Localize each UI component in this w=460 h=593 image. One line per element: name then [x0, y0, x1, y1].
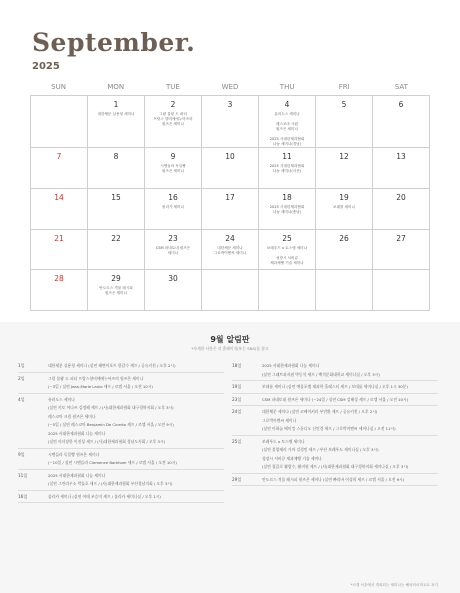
calendar-day-cell[interactable]	[202, 96, 259, 148]
day-number: 19	[339, 192, 349, 202]
day-events: 시엔들라 독일빵 원즈은 세미나	[160, 164, 186, 173]
notice-items	[262, 409, 438, 432]
notice-item-text: (실연 그래트과자점 박동석 셰프 / 백석문화대학교 세미나실 / 오후 3시)	[262, 371, 380, 377]
day-number: 12	[339, 152, 349, 161]
calendar-day-cell[interactable]	[88, 189, 145, 230]
calendar-grid	[30, 95, 430, 311]
weekday-label: SAT	[394, 83, 408, 91]
notice-row	[232, 436, 438, 474]
notice-date: 29일	[232, 476, 242, 482]
day-events: 그림 물왕 드 퍼티 프랑스 향비에에누아즈의 원즈은 세미나	[153, 112, 193, 126]
notice-item-text: 2025 사대한제과협회 나눔 세미나	[262, 363, 320, 368]
calendar-day-cell[interactable]	[31, 230, 88, 271]
notice-item-text: 대한제분 실용형 세미나 (실연 해변이포트 한갑수 셰프 / 공유키친 / 오후 2시)	[48, 363, 176, 368]
notice-item-text: 몰리카 세미나 (실연 어테 조승미 셰프 / 몰리카 세미나실 / 오후 1시)	[48, 493, 161, 499]
day-number: 20	[396, 192, 406, 202]
notice-item-text: (~10일 / 실연 시엔들라 Clemence Barkhom 셰프 / 르앱 서울 / 오전 10시)	[48, 460, 177, 465]
day-number: 2	[170, 100, 176, 109]
day-number: 30	[168, 274, 178, 284]
calendar-day-cell[interactable]	[31, 148, 88, 189]
day-events: 보레푸드 x 토스엠 세미나 성장시 서비큐 제과제빵 기술 세미나	[266, 245, 308, 265]
notice-items	[48, 376, 224, 390]
day-number: 11	[282, 152, 292, 161]
notice-item-text: (~3일 / 실연 Jean-Marie Lanio 셰프 / 르앱 서울 / 오전 10시)	[48, 384, 153, 389]
calendar-day-cell[interactable]	[202, 230, 259, 271]
day-number: 14	[54, 192, 64, 202]
notice-title: 9월 알림판	[210, 335, 250, 344]
notice-date: 19일	[232, 384, 242, 389]
day-number: 7	[56, 152, 62, 161]
notice-row	[232, 406, 438, 436]
calendar-day-cell[interactable]	[145, 96, 202, 148]
day-events: 안도르스 격물 레시피 원즈은 세미나	[99, 286, 133, 296]
notice-item-text: 보데롤 세미나 (실연 예물포랩 제과학 홀래스터 셰프 / 보데롤 세미나실 / 오후 1시 30분)	[262, 384, 408, 389]
notice-items	[262, 363, 438, 377]
day-events: 대한체문 실용형 세미나	[97, 112, 135, 116]
day-number: 24	[225, 233, 235, 243]
notice-item-text: 그로박이엔씨 세미나	[262, 417, 297, 423]
notice-date: 4일	[18, 396, 25, 402]
notice-item-text: (실연 불랑제리 가마 김경민 셰프 / 부산 보레푸드 세미나실 / 오후 3시)	[262, 447, 379, 452]
notice-row	[232, 474, 438, 487]
day-number: 23	[168, 233, 178, 243]
weekday-label: MON	[107, 83, 125, 91]
day-number: 4	[284, 100, 290, 109]
day-number: 8	[113, 152, 119, 161]
notice-row	[18, 373, 224, 394]
notice-date: 1일	[18, 363, 25, 368]
notice-item-text: (실연 그린라우소 박돌호 셰프 / (사)대한제과협회 부산경남지회 / 오후 3시)	[48, 481, 173, 486]
day-number: 9	[170, 152, 176, 161]
calendar-day-cell	[316, 270, 373, 311]
notice-items	[48, 494, 224, 500]
notice-item-text: 그림 물왕 드 퍼티 프랑스향비에에누아즈의 원즈은 세미나	[48, 375, 144, 381]
calendar-day-cell	[202, 270, 259, 311]
notice-items	[48, 397, 224, 445]
notice-item-text: CSM 파네토네 원즈은 세미나 (~24일 / 실연 CSM 김해성 셰프 / 르앱 서울 / 오전 10시)	[262, 396, 409, 402]
notice-date: 2일	[18, 375, 25, 381]
day-number: 29	[111, 274, 121, 284]
notice-board	[0, 322, 460, 593]
calendar-day-cell[interactable]	[259, 230, 316, 271]
calendar-day-cell[interactable]	[373, 230, 430, 271]
notice-subtitle: *자세한 사항은 각 홈페이지(또는 SNS)를 참고	[191, 346, 269, 351]
notice-item-text: 대한체문 세미나 (실연 코베이커리 부민환 셰프 / 공유키친 / 오후 2시)	[262, 409, 378, 414]
day-number: 18	[282, 192, 292, 202]
weekday-header	[30, 79, 430, 95]
notice-item-text: 보레푸드 x 토스엠 세미나	[262, 438, 305, 444]
weekday-label: SUN	[51, 83, 66, 91]
calendar-day-cell[interactable]	[259, 148, 316, 189]
notice-items	[48, 452, 224, 466]
calendar-day-cell[interactable]	[259, 96, 316, 148]
notice-item-text: (실연 이하늘 베이킹 스튜디오 신민경 셰프 / 그로박이엔씨 세미나실 / 오전 11시)	[262, 426, 396, 431]
notice-items	[262, 439, 438, 470]
day-events: 퓨러도스 세미나 레스코마 크림 원즈은 세미나 2025 사대한제과협회 나눔 세미나(경남)	[269, 112, 305, 146]
day-events: 몰리카 세미나	[162, 204, 184, 209]
day-number: 27	[396, 233, 406, 243]
notice-row	[18, 394, 224, 449]
day-number: 13	[396, 152, 406, 161]
notice-item-text: 퓨러도스 세미나	[48, 396, 75, 402]
notice-item-text: 2025 사대한제과협회 나눔 세미나	[48, 472, 106, 478]
day-number: 26	[339, 233, 349, 243]
notice-item-text: 안도르스 격물 레시피 원즈은 세미나 (실연 빠리바 이성희 셰프 / 르앱 서울 / 오전 9시)	[262, 476, 405, 482]
calendar-day-cell[interactable]	[202, 189, 259, 230]
calendar-day-cell	[31, 96, 88, 148]
calendar-day-cell[interactable]	[316, 230, 373, 271]
notice-date: 9일	[18, 451, 25, 457]
notice-items	[48, 363, 224, 369]
notice-date: 24일	[232, 409, 242, 414]
calendar-day-cell[interactable]	[88, 148, 145, 189]
calendar-day-cell	[259, 270, 316, 311]
notice-row	[18, 360, 224, 373]
notice-date: 11일	[18, 472, 28, 478]
notice-date: 16일	[18, 493, 28, 499]
day-events: 대한체문 세미나 그로박이엔씨 세미나	[213, 245, 247, 255]
calendar-day-cell[interactable]	[145, 270, 202, 311]
calendar-day-cell[interactable]	[373, 148, 430, 189]
day-number: 6	[398, 100, 404, 109]
weekday-label: TUE	[165, 83, 180, 91]
day-number: 15	[111, 192, 121, 202]
notice-column-left	[18, 360, 224, 503]
calendar-day-cell[interactable]	[145, 148, 202, 189]
day-number: 25	[282, 233, 292, 243]
calendar-day-cell[interactable]	[145, 230, 202, 271]
day-number: 10	[225, 152, 235, 161]
calendar-day-cell[interactable]	[259, 189, 316, 230]
weekday-label: WED	[221, 83, 239, 91]
day-number: 5	[341, 100, 347, 109]
calendar-day-cell[interactable]	[88, 270, 145, 311]
notice-row	[18, 449, 224, 470]
day-events: 2025 사대한제과협회 나눔 세미나(서산)	[269, 164, 305, 173]
calendar-day-cell[interactable]	[31, 189, 88, 230]
calendar-day-cell[interactable]	[373, 189, 430, 230]
notice-item-text: (~5일 / 실연 레스코마 Benjamin De Cicerto 셰프 / 르앱 서울 / 오전 9시)	[48, 422, 174, 427]
calendar-day-cell[interactable]	[202, 148, 259, 189]
notice-row	[232, 360, 438, 381]
day-number: 21	[54, 233, 64, 243]
calendar-day-cell[interactable]	[316, 189, 373, 230]
notice-row	[232, 381, 438, 394]
notice-date: 23일	[232, 396, 242, 402]
day-events: CSM 파네토네 원즈은 세미나	[155, 245, 191, 255]
notice-footnote: *르앱 서울에서 개최되는 세미나는 해외의료학교로 표기	[350, 583, 438, 587]
calendar-day-cell[interactable]	[88, 96, 145, 148]
notice-item-text: 성장시 서비큐 제과제빵 기술 세미나	[262, 455, 322, 461]
notice-column-right	[232, 360, 438, 486]
day-number: 17	[225, 192, 235, 202]
notice-row	[18, 470, 224, 491]
notice-item-text: 2025 사대한제과협회 나눔 세미나	[48, 430, 106, 436]
day-number: 16	[168, 192, 178, 202]
day-events: 2025 사대한제과협회 나눔 세미나(충남)	[269, 204, 305, 214]
calendar-day-cell[interactable]	[316, 148, 373, 189]
calendar-day-cell[interactable]	[373, 96, 430, 148]
calendar-day-cell[interactable]	[31, 270, 88, 311]
calendar-day-cell[interactable]	[145, 189, 202, 230]
notice-item-text: 시엔들라 독일빵 원즈은 세미나	[48, 451, 100, 457]
notice-items	[262, 397, 438, 403]
month-title: September.	[32, 28, 196, 57]
day-number: 22	[111, 233, 121, 243]
notice-item-text: 레스코마 크림 원즈은 세미나	[48, 413, 96, 419]
day-number: 3	[227, 100, 233, 109]
notice-date: 18일	[232, 363, 242, 368]
day-events: 보데롤 세미나	[333, 204, 355, 209]
notice-item-text: (실연 키토 어나즈 김정해 셰프 / (사)대한제과협회 대구경북지회 / 오후 3시)	[48, 405, 174, 410]
day-number: 28	[54, 274, 64, 284]
notice-row	[18, 491, 224, 504]
notice-items	[48, 473, 224, 487]
day-number: 1	[113, 100, 119, 109]
weekday-label: FRI	[338, 83, 350, 91]
notice-items	[262, 384, 438, 390]
notice-row	[232, 394, 438, 407]
notice-date: 25일	[232, 438, 242, 444]
notice-item-text: (실연 접클로 활랑수, 활비원 셰프 / (사)대한제과협회 대구경북지회 세미나실 / 오후 3시)	[262, 464, 409, 469]
notice-items	[262, 477, 438, 483]
calendar-day-cell[interactable]	[88, 230, 145, 271]
calendar-day-cell[interactable]	[316, 96, 373, 148]
calendar-day-cell	[373, 270, 430, 311]
notice-item-text: (실연 비더장한 이진성 셰프 / (사)대한제과협회 경남도지회 / 오후 3시)	[48, 439, 166, 444]
weekday-label: THU	[279, 83, 295, 91]
year-label: 2025	[32, 61, 60, 72]
